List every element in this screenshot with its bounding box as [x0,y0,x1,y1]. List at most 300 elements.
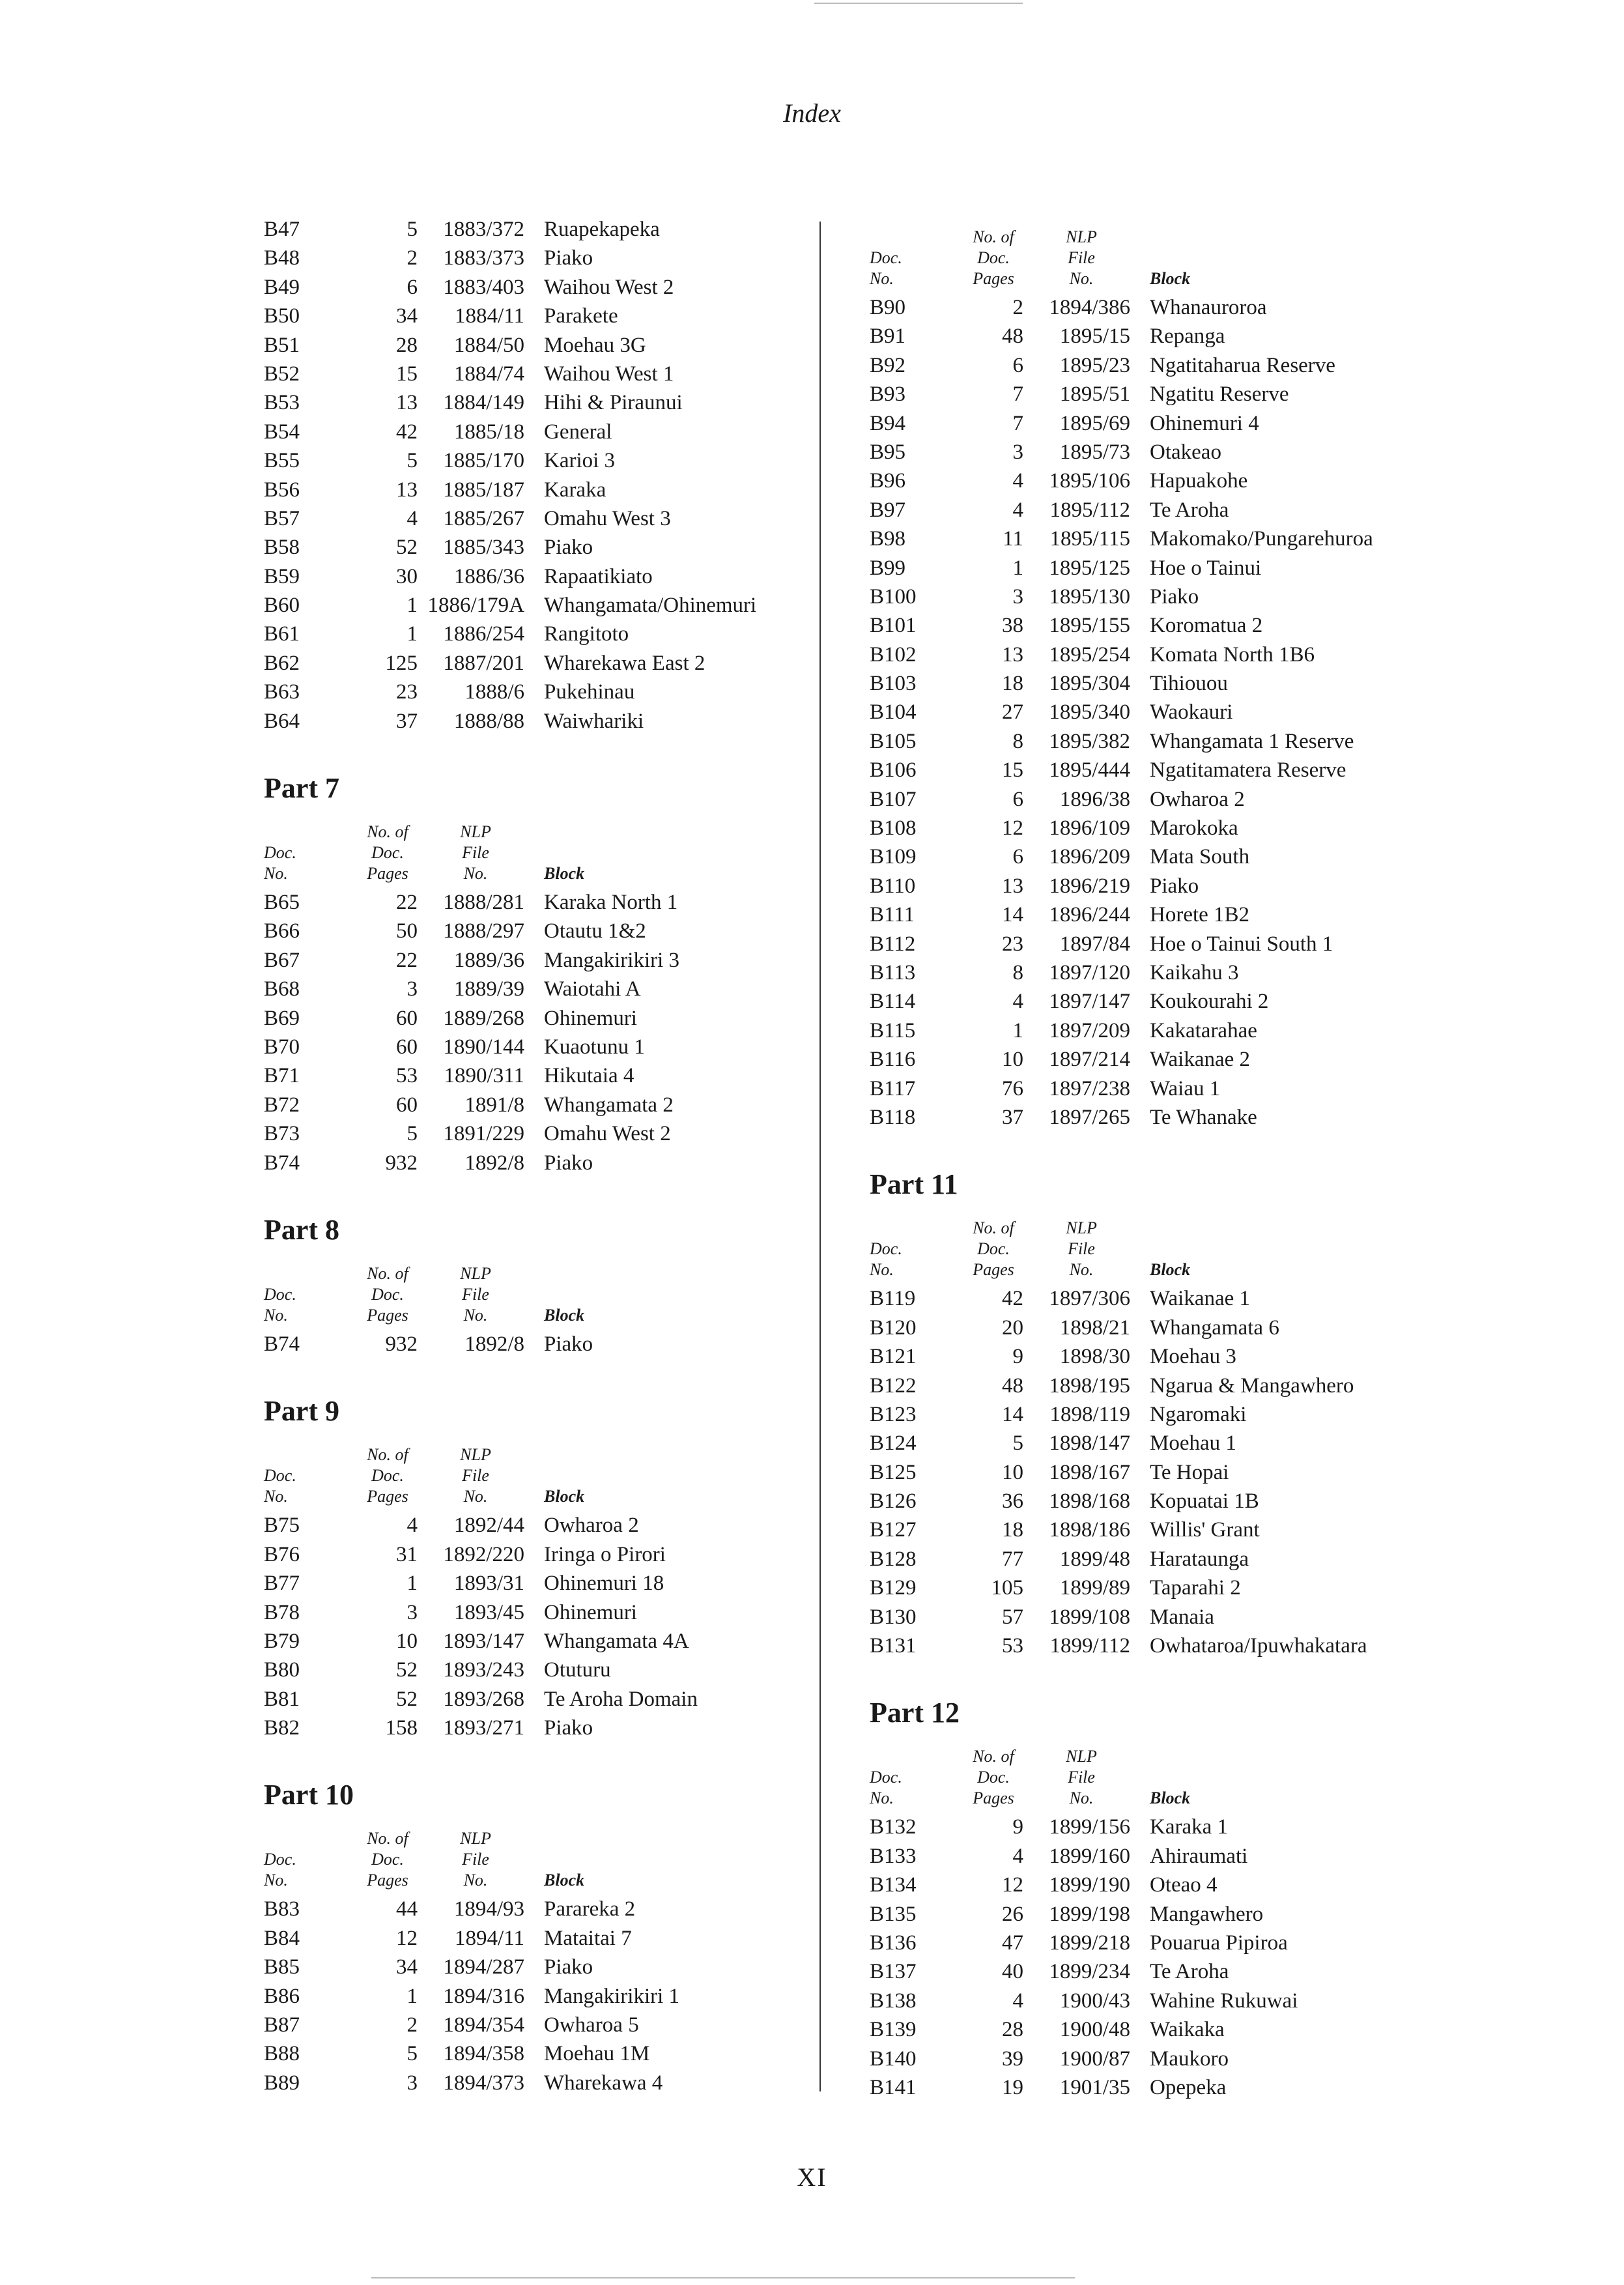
cell-pages: 37 [1002,1105,1023,1129]
header-pages-line: Pages [367,1871,408,1890]
cell-file: 1888/297 [443,919,524,943]
cell-doc-no: B86 [264,1984,300,2008]
cell-file: 1894/358 [443,2042,524,2066]
cell-doc-no: B131 [870,1634,917,1658]
cell-doc-no: B116 [870,1048,916,1072]
cell-pages: 38 [1002,614,1023,638]
cell-block: Whangamata 4A [544,1629,689,1653]
index-part [264,767,824,1177]
cell-doc-no: B94 [870,411,906,435]
cell-pages: 14 [1002,1402,1023,1426]
cell-pages: 18 [1002,1518,1023,1542]
cell-block: Moehau 1M [544,2042,650,2066]
cell-pages: 5 [1012,1431,1023,1456]
cell-file: 1895/304 [1049,672,1130,696]
cell-doc-no: B81 [264,1687,300,1711]
cell-doc-no: B106 [870,758,917,783]
header-doc-no [264,1849,349,1891]
cell-doc-no: B110 [870,874,916,898]
cell-file: 1892/44 [453,1514,524,1538]
cell-file: 1898/186 [1049,1518,1130,1542]
header-pages [349,1263,427,1326]
cell-pages: 3 [406,2071,418,2095]
cell-file: 1895/444 [1049,758,1130,783]
header-doc-no [870,248,954,289]
cell-block: Mataitai 7 [544,1926,632,1950]
index-row [870,496,1456,525]
header-pages-line: Pages [367,864,408,884]
cell-file: 1892/8 [464,1332,524,1356]
cell-file: 1899/198 [1049,1902,1130,1926]
cell-pages: 23 [396,680,418,704]
cell-block: Taparahi 2 [1150,1576,1241,1600]
cell-doc-no: B49 [264,275,300,299]
cell-doc-no: B91 [870,324,906,349]
cell-doc-no: B132 [870,1815,917,1839]
cell-block: Rapaatikiato [544,564,653,588]
cell-pages: 6 [406,275,418,299]
cell-block: Piako [1150,584,1199,609]
cell-doc-no: B66 [264,919,300,943]
cell-file: 1897/120 [1049,960,1130,984]
cell-pages: 3 [406,977,418,1001]
cell-file: 1897/147 [1049,990,1130,1014]
cell-pages: 5 [406,218,418,241]
cell-block: Koromatua 2 [1150,614,1263,638]
cell-file: 1885/267 [443,506,524,530]
cell-pages: 53 [1002,1634,1023,1658]
index-column-left [264,215,824,2097]
header-file-line: NLP [1066,1747,1097,1766]
cell-block: Karaka 1 [1150,1815,1229,1839]
cell-block: Ohinemuri 18 [544,1572,664,1596]
cell-file: 1898/119 [1049,1402,1130,1426]
header-pages [954,227,1033,289]
cell-pages: 7 [1012,411,1023,435]
cell-file: 1900/48 [1059,2018,1130,2042]
cell-file: 1895/382 [1049,729,1130,753]
index-row [264,388,824,417]
cell-file: 1884/11 [455,304,524,328]
cell-block: Piako [1150,874,1199,898]
cell-block: Waiotahi A [544,977,641,1001]
cell-file: 1897/306 [1049,1287,1130,1311]
index-row [264,476,824,504]
index-row [264,649,824,678]
cell-pages: 20 [1002,1315,1023,1340]
cell-block: Whangamata/Ohinemuri [544,594,757,618]
cell-doc-no: B65 [264,891,300,915]
cell-pages: 1 [406,1984,418,2008]
header-file-line: NLP [1066,1218,1097,1238]
cell-doc-no: B115 [870,1018,916,1042]
header-doc-line: Doc. [264,1850,296,1869]
cell-pages: 2 [406,246,418,270]
header-file-line: File [462,1850,489,1869]
cell-file: 1896/244 [1049,903,1130,927]
header-file-no [427,822,524,884]
cell-pages: 2 [406,2013,418,2037]
cell-file: 1894/287 [443,1955,524,1979]
page-number: XI [797,2163,827,2192]
cell-file: 1898/21 [1059,1315,1130,1340]
cell-doc-no: B83 [264,1897,300,1921]
header-pages [954,1746,1033,1809]
cell-pages: 5 [406,2042,418,2066]
cell-block: Whanauroroa [1150,296,1267,319]
index-row [264,707,824,736]
cell-pages: 48 [1002,324,1023,349]
cell-pages: 9 [1012,1815,1023,1839]
cell-file: 1899/156 [1049,1815,1130,1839]
cell-pages: 52 [396,1687,418,1711]
cell-doc-no: B103 [870,672,917,696]
cell-file: 1898/167 [1049,1460,1130,1484]
cell-doc-no: B126 [870,1489,917,1514]
cell-doc-no: B97 [870,498,906,522]
header-file-line: File [462,1466,489,1486]
cell-pages: 10 [1002,1460,1023,1484]
cell-doc-no: B69 [264,1006,300,1030]
header-file-line: NLP [460,1263,491,1283]
index-row [264,1953,824,1981]
cell-block: Hoe o Tainui [1150,556,1262,580]
cell-doc-no: B101 [870,614,917,638]
column-header [870,1218,1456,1280]
header-file-no [427,1828,524,1891]
cell-pages: 4 [406,506,418,530]
index-row [870,1458,1456,1487]
cell-doc-no: B72 [264,1093,300,1117]
header-file-line: No. [463,1871,488,1890]
cell-file: 1899/89 [1059,1576,1130,1600]
index-row [870,1574,1456,1602]
index-row [870,1103,1456,1132]
cell-doc-no: B62 [264,651,300,675]
cell-doc-no: B54 [264,420,300,444]
cell-block: Moehau 1 [1150,1431,1236,1456]
cell-doc-no: B51 [264,333,300,357]
cell-doc-no: B68 [264,977,300,1001]
part-title: Part 9 [264,1395,340,1428]
cell-block: Owharoa 2 [544,1514,639,1538]
cell-file: 1884/149 [443,391,524,415]
index-row [264,1627,824,1656]
cell-doc-no: B119 [870,1287,916,1311]
cell-doc-no: B102 [870,642,917,667]
index-row [870,1545,1456,1574]
index-row [870,640,1456,669]
cell-block: Tihiouou [1150,672,1228,696]
index-row [870,698,1456,726]
header-doc-line: No. [264,1487,288,1506]
index-row [264,1004,824,1033]
index-row [264,215,824,244]
index-row [264,1924,824,1953]
cell-pages: 53 [396,1064,418,1088]
index-column-right [870,215,1456,2102]
index-row [264,1656,824,1684]
cell-block: Mata South [1150,845,1250,869]
cell-doc-no: B114 [870,990,916,1014]
header-pages-line: Doc. [977,1239,1010,1259]
cell-file: 1894/11 [455,1926,524,1950]
cell-file: 1900/87 [1059,2047,1130,2071]
header-doc-line: Doc. [870,248,902,267]
cell-file: 1895/15 [1059,324,1130,349]
index-row [264,1982,824,2011]
part-title: Part 11 [870,1168,958,1201]
cell-block: Kaikahu 3 [1150,960,1239,984]
cell-block: Oteao 4 [1150,1873,1218,1897]
index-row [870,1987,1456,2015]
cell-file: 1887/201 [443,651,524,675]
index-row [264,888,824,917]
cell-block: Omahu West 2 [544,1122,671,1146]
header-file-line: File [1068,1239,1095,1259]
cell-file: 1897/209 [1049,1018,1130,1042]
cell-file: 1889/268 [443,1006,524,1030]
header-block: Block [544,1305,585,1325]
cell-doc-no: B80 [264,1658,300,1682]
cell-file: 1889/36 [453,948,524,972]
cell-doc-no: B107 [870,787,917,811]
header-pages-line: No. of [973,1747,1014,1766]
column-header [264,822,824,884]
cell-block: Piako [544,1955,593,1979]
index-row [870,380,1456,409]
cell-file: 1899/190 [1049,1873,1130,1897]
cell-doc-no: B88 [264,2042,300,2066]
header-doc-line: Doc. [870,1768,902,1787]
cell-pages: 27 [1002,700,1023,725]
cell-block: Hihi & Piraunui [544,391,683,415]
header-block: Block [1150,1260,1191,1280]
cell-block: Ngatitaharua Reserve [1150,353,1335,377]
cell-doc-no: B105 [870,729,917,753]
header-pages-line: Pages [367,1487,408,1506]
column-header [870,227,1456,289]
cell-file: 1885/343 [443,536,524,560]
index-row [870,1016,1456,1045]
cell-pages: 3 [1012,584,1023,609]
cell-pages: 8 [1012,960,1023,984]
cell-pages: 105 [991,1576,1023,1600]
header-pages-line: Pages [367,1305,408,1325]
cell-doc-no: B50 [264,304,300,328]
cell-file: 1890/311 [444,1064,524,1088]
cell-pages: 1 [1012,1018,1023,1042]
cell-doc-no: B99 [870,556,906,580]
cell-pages: 39 [1002,2047,1023,2071]
cell-pages: 76 [1002,1076,1023,1100]
cell-pages: 13 [1002,874,1023,898]
cell-block: Piako [544,536,593,560]
cell-doc-no: B113 [870,960,916,984]
cell-block: Kuaotunu 1 [544,1035,645,1059]
header-pages-line: No. of [367,1445,408,1465]
index-row [264,1511,824,1540]
cell-doc-no: B71 [264,1064,300,1088]
header-block: Block [1150,269,1191,288]
cell-block: Waiwhariki [544,709,644,733]
cell-file: 1886/179A [427,594,524,618]
cell-pages: 11 [1003,527,1023,551]
cell-block: Horete 1B2 [1150,903,1250,927]
cell-file: 1894/316 [443,1984,524,2008]
cell-block: Harataunga [1150,1547,1249,1571]
index-row [264,244,824,272]
index-part [870,1691,1456,2102]
column-header [264,1828,824,1891]
cell-block: Otakeao [1150,440,1221,464]
cell-doc-no: B138 [870,1989,917,2013]
cell-block: Repanga [1150,324,1225,349]
header-doc-line: Doc. [264,1284,296,1304]
cell-block: Te Whanake [1150,1105,1257,1129]
cell-file: 1895/69 [1059,411,1130,435]
cell-block: Ngarua & Mangawhero [1150,1373,1354,1398]
cell-pages: 4 [406,1514,418,1538]
index-row [870,756,1456,784]
cell-block: Mangakirikiri 1 [544,1984,680,2008]
cell-doc-no: B112 [870,932,916,956]
cell-file: 1892/8 [464,1151,524,1175]
index-row [264,331,824,360]
cell-doc-no: B67 [264,948,300,972]
cell-doc-no: B63 [264,680,300,704]
cell-block: Whangamata 2 [544,1093,674,1117]
cell-block: Maukoro [1150,2047,1229,2071]
index-row [870,1871,1456,1899]
cell-block: Moehau 3G [544,333,646,357]
header-pages-line: Doc. [371,1466,404,1486]
index-row [870,2045,1456,2073]
cell-pages: 36 [1002,1489,1023,1514]
cell-doc-no: B134 [870,1873,917,1897]
cell-pages: 28 [396,333,418,357]
cell-block: Rangitoto [544,622,629,646]
cell-pages: 12 [1002,816,1023,841]
cell-pages: 4 [1012,469,1023,493]
cell-pages: 50 [396,919,418,943]
cell-doc-no: B96 [870,469,906,493]
cell-block: Waikaka [1150,2018,1225,2042]
header-doc-line: Doc. [870,1239,902,1259]
index-row [870,322,1456,351]
cell-doc-no: B77 [264,1572,300,1596]
header-file-no [427,1263,524,1326]
cell-pages: 42 [396,420,418,444]
column-header [870,1746,1456,1809]
cell-block: Kakatarahae [1150,1018,1257,1042]
cell-pages: 4 [1012,1989,1023,2013]
cell-pages: 932 [385,1332,418,1356]
header-file-line: File [462,843,489,863]
index-row [870,987,1456,1016]
cell-pages: 52 [396,536,418,560]
cell-pages: 12 [396,1926,418,1950]
header-block: Block [544,864,585,884]
cell-doc-no: B59 [264,564,300,588]
cell-file: 1898/147 [1049,1431,1130,1456]
part-title: Part 7 [264,772,340,805]
cell-file: 1899/218 [1049,1931,1130,1955]
index-row [870,1900,1456,1929]
index-row [870,900,1456,929]
index-row [870,293,1456,322]
cell-doc-no: B79 [264,1629,300,1653]
cell-pages: 22 [396,891,418,915]
cell-file: 1894/93 [453,1897,524,1921]
cell-file: 1886/36 [453,564,524,588]
header-file-line: NLP [460,822,491,842]
cell-pages: 3 [406,1600,418,1624]
cell-pages: 1 [406,622,418,646]
index-row [264,1119,824,1148]
cell-pages: 2 [1012,296,1023,319]
header-pages-line: Pages [973,1260,1014,1280]
cell-block: Hoe o Tainui South 1 [1150,932,1333,956]
scan-edge-line-bottom [371,2277,1075,2278]
header-pages-line: No. of [973,1218,1014,1238]
index-row [870,2015,1456,2044]
index-row [264,2011,824,2039]
cell-block: Waikanae 1 [1150,1287,1251,1311]
cell-block: Parareka 2 [544,1897,636,1921]
index-row [264,1033,824,1061]
header-pages-line: Doc. [977,248,1010,267]
cell-pages: 158 [385,1716,418,1740]
cell-pages: 13 [396,391,418,415]
column-divider [819,222,821,2091]
cell-block: Hapuakohe [1150,469,1248,493]
index-row [870,930,1456,958]
cell-block: Koukourahi 2 [1150,990,1269,1014]
header-doc-no [264,1465,349,1507]
header-doc-line: Doc. [264,843,296,863]
cell-block: Owharoa 2 [1150,787,1245,811]
cell-pages: 28 [1002,2018,1023,2042]
index-row [264,591,824,620]
cell-file: 1901/35 [1059,2075,1130,2099]
cell-doc-no: B122 [870,1373,917,1398]
index-row [264,1061,824,1090]
cell-pages: 22 [396,948,418,972]
index-row [870,1813,1456,1841]
header-file-no [1033,1218,1130,1280]
cell-file: 1888/88 [453,709,524,733]
cell-block: Mangakirikiri 3 [544,948,680,972]
cell-file: 1893/243 [443,1658,524,1682]
header-doc-line: No. [870,1789,894,1808]
cell-doc-no: B90 [870,296,906,319]
cell-doc-no: B141 [870,2075,917,2099]
cell-file: 1883/403 [443,275,524,299]
column-header [264,1444,824,1507]
index-row [870,1603,1456,1631]
cell-file: 1892/220 [443,1542,524,1566]
cell-block: Waihou West 2 [544,275,674,299]
header-doc-no [264,842,349,884]
index-row [870,785,1456,814]
cell-doc-no: B55 [264,449,300,473]
cell-block: Whangamata 1 Reserve [1150,729,1354,753]
cell-file: 1884/50 [453,333,524,357]
cell-file: 1885/187 [443,478,524,502]
index-row [870,842,1456,871]
cell-pages: 44 [396,1897,418,1921]
